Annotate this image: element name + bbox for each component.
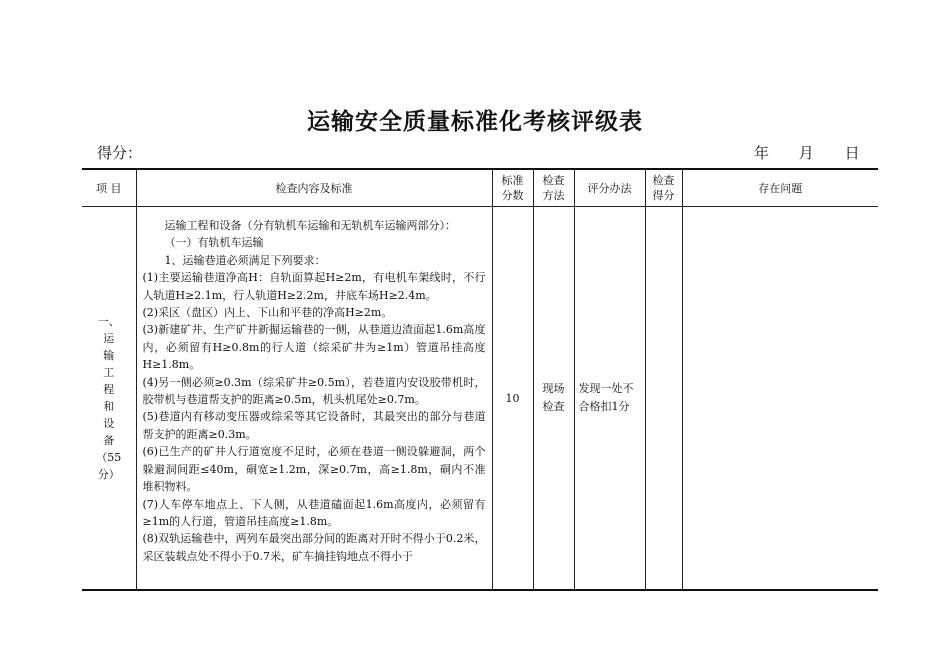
- page-title: 运输安全质量标准化考核评级表: [307, 109, 643, 135]
- content-cell: [136, 207, 492, 591]
- date-day-label: 日: [844, 144, 860, 162]
- check-method-cell: 现场检查: [533, 207, 574, 591]
- content-paragraph: (6)已生产的矿井人行道宽度不足时，必须在巷道一侧设躲避洞，两个躲避洞间距≤40m，硐宽≥1.2m，深≥0.7m，高≥1.8m，硐内不准堆积物料。: [142, 445, 486, 494]
- scoring-method-cell: 发现一处不合格扣1分: [574, 207, 645, 591]
- table-row: [82, 207, 878, 591]
- score-label: 得分：: [97, 144, 143, 162]
- content-paragraph: (3)新建矿井、生产矿井新掘运输巷的一侧，从巷道边渣面起1.6m高度内，必须留有H≥0.8m的行人道（综采矿井为≥1m）管道吊挂高度H≥1.8m。: [142, 323, 486, 372]
- header-check-score-line1: 检查: [652, 174, 675, 187]
- item-line: 分）: [97, 468, 120, 481]
- header-standard-score: [492, 169, 533, 207]
- date-month-label: 月: [798, 144, 814, 162]
- item-line: 输: [103, 349, 115, 362]
- item-line: 一、: [97, 315, 120, 328]
- header-check-method-line1: 检查: [542, 174, 565, 187]
- content-paragraph: 1、运输巷道必须满足下列要求：: [164, 253, 326, 267]
- content-paragraph: (7)人车停车地点上、下人侧，从巷道磕面起1.6m高度内，必须留有≥1m的人行道，管道吊挂高度≥1.8m。: [142, 497, 486, 528]
- header-check-score-line2: 得分: [652, 189, 675, 202]
- item-line: 设: [103, 417, 115, 430]
- check-score-cell[interactable]: [645, 207, 682, 591]
- item-line: 和: [103, 400, 115, 413]
- content-paragraph: （一）有轨机车运输: [164, 236, 264, 250]
- content-paragraph: 运输工程和设备（分有轨机车运输和无轨机车运输两部分）：: [164, 219, 456, 232]
- content-paragraph: (2)采区（盘区）内上、下山和平巷的净高H≥2m。: [142, 306, 393, 320]
- header-content: 检查内容及标准: [136, 169, 492, 207]
- content-paragraph: (8)双轨运输巷中，两列车最突出部分间的距离对开时不得小于0.2米，采区装载点处不得小于0.7米，矿车摘挂钩地点不得小于: [142, 532, 486, 563]
- header-check-score: [645, 169, 682, 207]
- item-cell: [82, 207, 136, 591]
- item-line: 备: [103, 434, 115, 447]
- header-problems: 存在问题: [682, 169, 878, 207]
- item-line: 运: [103, 332, 115, 345]
- item-line: 工: [103, 366, 115, 379]
- header-standard-score-line2: 分数: [501, 189, 524, 202]
- content-paragraph: (1)主要运输巷道净高H：自轨面算起H≥2m，有电机车架线时，不行人轨道H≥2.1m，行人轨道H≥2.2m，井底车场H≥2.4m。: [142, 271, 486, 302]
- header-scoring-method: 评分办法: [574, 169, 645, 207]
- table-header-row: [82, 169, 878, 207]
- standard-score-cell: 10: [492, 207, 533, 591]
- item-line: （55: [96, 451, 122, 464]
- header-check-method: [533, 169, 574, 207]
- date-line: [754, 142, 860, 163]
- problems-cell[interactable]: [682, 207, 878, 591]
- date-year-label: 年: [754, 144, 770, 162]
- content-paragraph: (4)另一侧必须≥0.3m（综采矿井≥0.5m），若巷道内安设胶带机时，胶带机与巷道帮支护的距离≥0.5m，机头机尾处≥0.7m。: [142, 375, 486, 407]
- header-check-method-line2: 方法: [542, 189, 565, 202]
- content-paragraph: (5)巷道内有移动变压器或综采等其它设备时，其最突出的部分与巷道帮支护的距离≥0.3m。: [142, 410, 486, 441]
- header-standard-score-line1: 标准: [501, 174, 524, 187]
- header-item: 项 目: [82, 169, 136, 207]
- item-line: 程: [103, 383, 115, 396]
- assessment-table: [82, 168, 878, 591]
